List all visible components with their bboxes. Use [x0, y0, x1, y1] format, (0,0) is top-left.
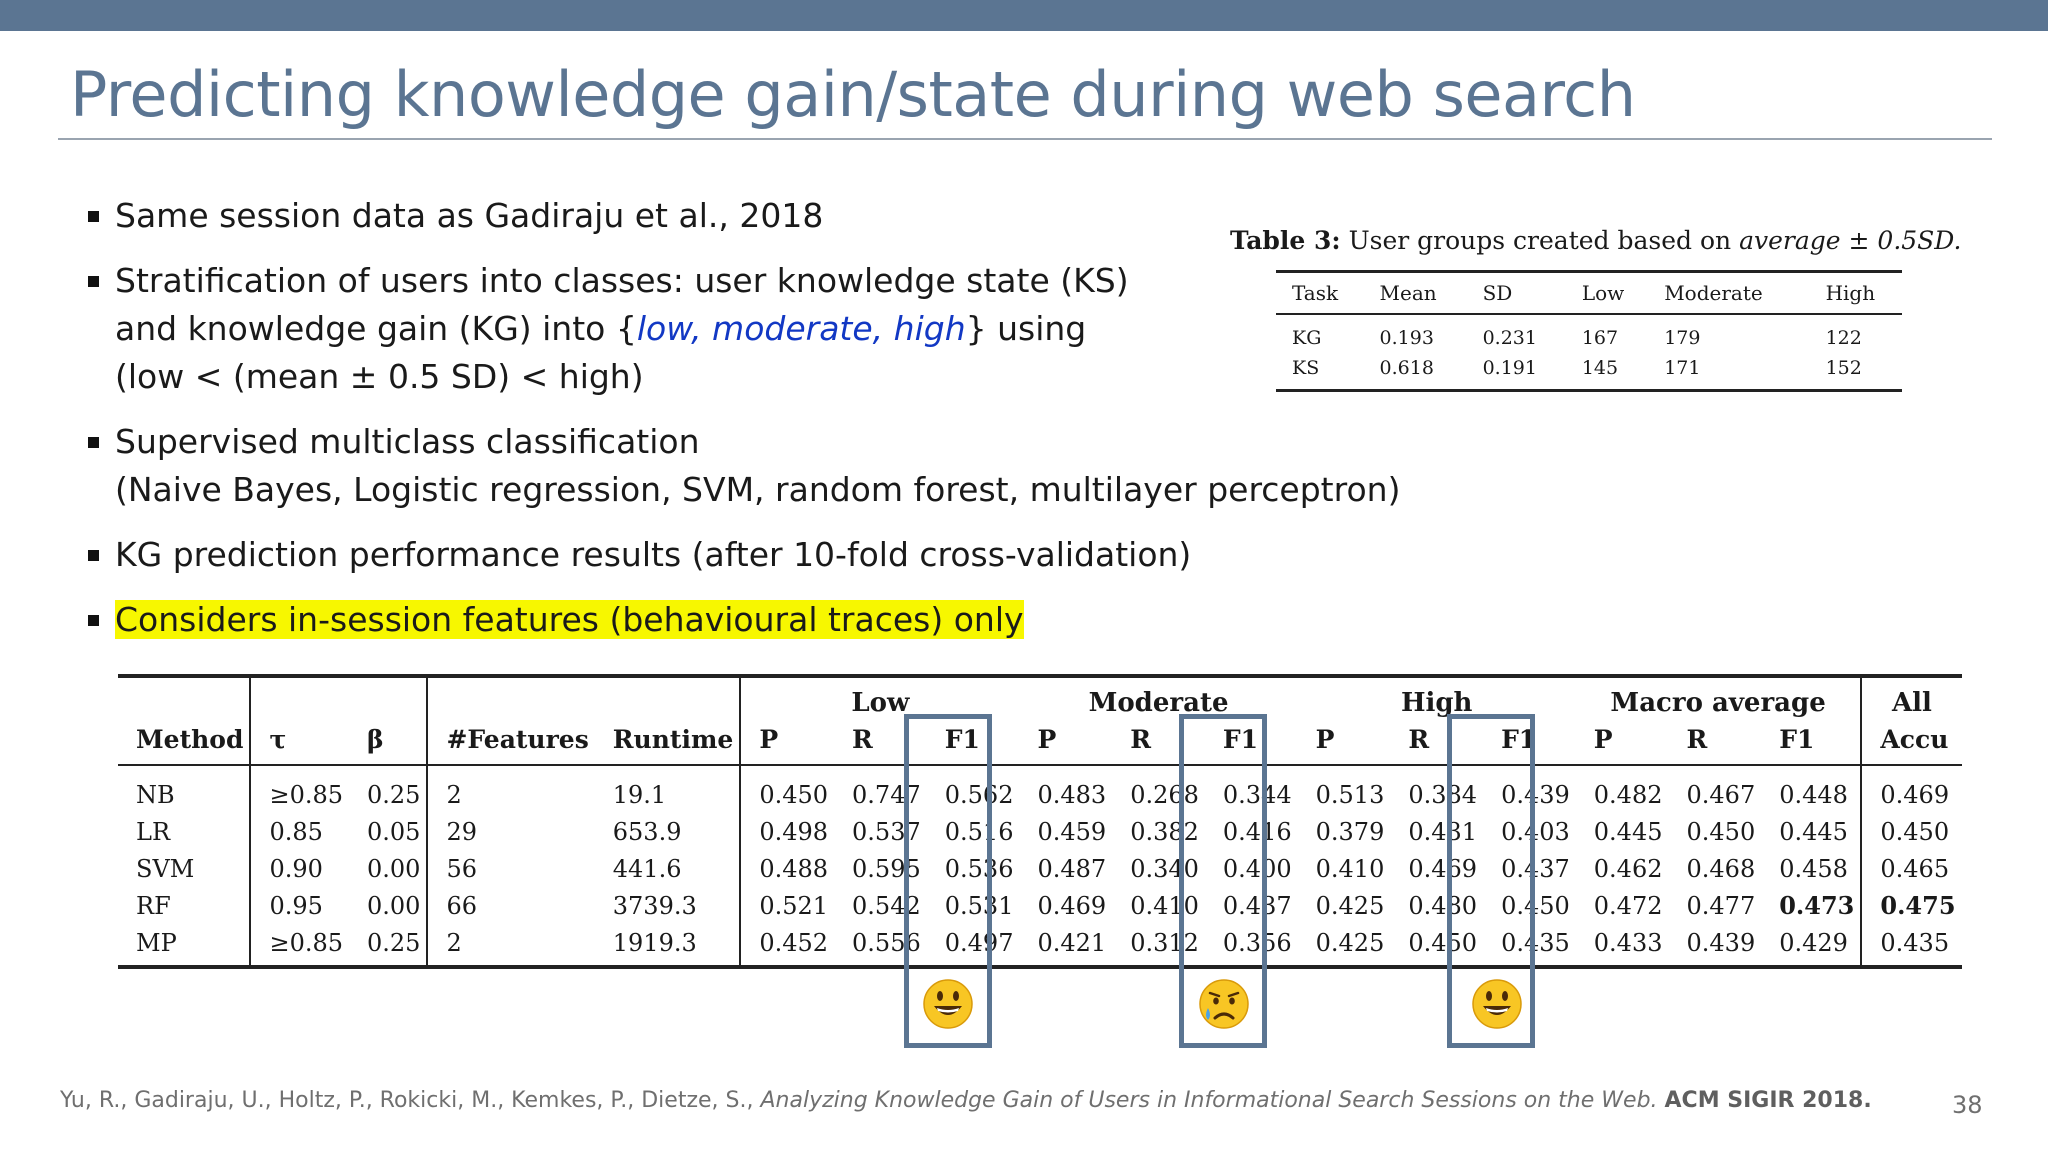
results-cell: 0.379: [1315, 817, 1385, 846]
table3-cell: KG: [1292, 327, 1322, 349]
table3-cell: KS: [1276, 353, 1364, 391]
results-cell: 0.513: [1315, 780, 1385, 809]
results-header: P: [1576, 719, 1669, 765]
results-cell: 0.384: [1408, 780, 1478, 809]
results-cell: 0.400: [1222, 854, 1292, 883]
results-cell: 0.521: [740, 887, 834, 924]
bullet-marker: [88, 615, 99, 626]
results-cell: 0.382: [1130, 817, 1199, 846]
results-cell: 0.437: [1222, 891, 1292, 920]
bullet-text: KG prediction performance results (after 10-fold cross-validation): [115, 535, 1192, 574]
results-cell: 66: [427, 887, 594, 924]
group-macro: Macro average: [1610, 688, 1826, 718]
results-cell: 0.425: [1298, 924, 1391, 967]
results-cell: 0.448: [1779, 780, 1848, 809]
results-cell: RF: [136, 891, 171, 920]
results-header: β: [349, 719, 427, 765]
results-header-row: [118, 719, 1962, 765]
results-cell: 0.435: [1483, 924, 1576, 967]
results-header: F1: [1483, 719, 1576, 765]
smiling-face-icon: [922, 978, 974, 1030]
results-cell: 0.472: [1593, 891, 1663, 920]
results-cell: 0.498: [740, 813, 834, 850]
bullet-text-part: and knowledge gain (KG) into {: [115, 309, 637, 348]
results-cell: 0.468: [1686, 854, 1756, 883]
results-cell: 0.410: [1315, 854, 1385, 883]
citation-title: Analyzing Knowledge Gain of Users in Informational Search Sessions on the Web.: [760, 1088, 1658, 1113]
results-cell: 29: [427, 813, 594, 850]
bullet-item: [88, 596, 1388, 644]
results-cell: 0.439: [1669, 924, 1762, 967]
results-cell: 0.429: [1761, 924, 1861, 967]
results-cell: 0.450: [1501, 891, 1570, 920]
results-header-spacer: [349, 676, 427, 719]
bullet-text: Same session data as Gadiraju et al., 2018: [115, 196, 824, 235]
results-header: R: [1669, 719, 1762, 765]
results-cell: 0.477: [1686, 891, 1756, 920]
results-header-spacer: [427, 676, 594, 719]
results-cell: 0.469: [1408, 854, 1478, 883]
results-header: F1: [1205, 719, 1298, 765]
bullet-list: [88, 192, 1401, 661]
table3-caption-math: average ± 0.5SD.: [1739, 226, 1962, 255]
results-header: F1: [927, 719, 1020, 765]
results-cell: 0.416: [1222, 817, 1292, 846]
results-cell: 0.562: [944, 780, 1014, 809]
results-cell: 441.6: [612, 854, 682, 883]
group-moderate: Moderate: [1088, 688, 1229, 718]
results-cell: 0.536: [944, 854, 1014, 883]
results-cell: 0.25: [349, 924, 427, 967]
results-group-header-row: [118, 676, 1962, 719]
results-cell: 0.465: [1861, 850, 1961, 887]
table3-header: SD: [1467, 272, 1566, 315]
results-cell: 0.469: [1861, 765, 1961, 813]
bullet-text: [115, 305, 1388, 353]
results-cell: 0.403: [1501, 817, 1570, 846]
results-cell: 0.516: [944, 817, 1014, 846]
results-cell: 0.433: [1576, 924, 1669, 967]
results-cell: 3739.3: [612, 891, 697, 920]
table3-cell: 167: [1581, 327, 1619, 349]
results-header: P: [1298, 719, 1391, 765]
citation-venue: ACM SIGIR 2018.: [1664, 1088, 1872, 1113]
table3-header: Low: [1566, 272, 1648, 315]
results-cell: ≥0.85: [250, 765, 349, 813]
results-cell: 0.537: [852, 817, 921, 846]
table3-row: [1276, 314, 1902, 353]
user-groups-table: [1276, 270, 1902, 392]
results-cell: 0.421: [1019, 924, 1112, 967]
results-cell: 19.1: [612, 780, 667, 809]
bullet-item: [88, 192, 1388, 240]
table3-header: Task: [1276, 272, 1364, 315]
results-cell: 0.497: [927, 924, 1020, 967]
results-header: R: [1112, 719, 1205, 765]
bullet-text: Supervised multiclass classification: [115, 422, 700, 461]
bullet-text: Stratification of users into classes: user knowledge state (KS): [115, 261, 1129, 300]
table3-cell: 179: [1664, 327, 1701, 349]
table3-header: High: [1810, 272, 1902, 315]
results-cell: NB: [136, 780, 175, 809]
page-number: 38: [1952, 1091, 1983, 1119]
results-cell: 0.425: [1315, 891, 1385, 920]
bullet-marker: [88, 211, 99, 222]
results-cell: 0.473: [1779, 891, 1855, 920]
bullet-marker: [88, 437, 99, 448]
results-cell: 0.469: [1037, 891, 1107, 920]
results-header: P: [740, 719, 834, 765]
results-cell: 1919.3: [595, 924, 741, 967]
table3-caption: [1230, 226, 1961, 255]
results-cell: 0.340: [1130, 854, 1199, 883]
bullet-text-part: } using: [965, 309, 1087, 348]
top-bar: [0, 0, 2048, 31]
results-table: [118, 674, 1962, 969]
table3-header: Mean: [1364, 272, 1467, 315]
results-cell: 0.450: [740, 765, 834, 813]
results-header: τ: [250, 719, 349, 765]
results-cell: LR: [136, 817, 171, 846]
table3-header-row: [1276, 272, 1902, 315]
results-cell: 0.431: [1408, 817, 1478, 846]
results-cell: 0.344: [1222, 780, 1292, 809]
results-cell: 2: [427, 765, 594, 813]
results-row: [118, 887, 1962, 924]
citation-authors: Yu, R., Gadiraju, U., Holtz, P., Rokicki, M., Kemkes, P., Dietze, S.,: [60, 1088, 754, 1113]
bullet-item: [88, 418, 1401, 514]
results-cell: 0.95: [250, 887, 349, 924]
results-cell: 0.467: [1686, 780, 1756, 809]
results-cell: 653.9: [612, 817, 682, 846]
table3-cell: 152: [1810, 353, 1902, 391]
highlighted-text: Considers in-session features (behavioural traces) only: [115, 600, 1024, 639]
title-divider: [58, 138, 1992, 140]
results-cell: 0.85: [250, 813, 349, 850]
bullet-item: [88, 257, 1388, 401]
results-cell: 0.445: [1593, 817, 1663, 846]
table3-cell: 0.191: [1467, 353, 1566, 391]
results-cell: 0.435: [1861, 924, 1961, 967]
results-cell: 0.90: [250, 850, 349, 887]
results-cell: 0.542: [852, 891, 921, 920]
bullet-item: [88, 531, 1388, 579]
results-cell: 0.488: [740, 850, 834, 887]
table3-caption-label: Table 3:: [1230, 226, 1341, 255]
results-cell: 0.458: [1779, 854, 1848, 883]
results-header-spacer: [118, 676, 250, 719]
smiling-face-icon: [1471, 978, 1523, 1030]
results-cell: 0.462: [1593, 854, 1663, 883]
results-cell: 0.25: [367, 780, 421, 809]
table3-cell: 145: [1566, 353, 1648, 391]
results-cell: 0.556: [834, 924, 927, 967]
results-cell: 0.05: [367, 817, 421, 846]
results-row: [118, 924, 1962, 967]
results-cell: 0.483: [1037, 780, 1107, 809]
results-cell: SVM: [136, 854, 195, 883]
results-cell: 0.450: [1390, 924, 1483, 967]
results-cell: 0.487: [1037, 854, 1107, 883]
bullet-text-wrap: [115, 596, 1388, 644]
crying-face-icon: [1197, 978, 1251, 1030]
results-cell: 2: [427, 924, 594, 967]
results-header: P: [1019, 719, 1112, 765]
table3-cell: 0.231: [1482, 327, 1537, 349]
results-cell: 0.595: [852, 854, 921, 883]
results-cell: 0.312: [1112, 924, 1205, 967]
bullet-text: (low < (mean ± 0.5 SD) < high): [115, 357, 644, 396]
results-row: [118, 813, 1962, 850]
table3-cell: 171: [1648, 353, 1809, 391]
results-row: [118, 765, 1962, 813]
results-header-spacer: [250, 676, 349, 719]
results-header: R: [1390, 719, 1483, 765]
results-cell: 56: [427, 850, 594, 887]
results-cell: 0.356: [1205, 924, 1298, 967]
bullet-text: (Naive Bayes, Logistic regression, SVM, random forest, multilayer perceptron): [115, 470, 1401, 509]
results-cell: 0.439: [1501, 780, 1570, 809]
results-cell: 0.531: [944, 891, 1014, 920]
results-header: F1: [1761, 719, 1861, 765]
results-header: #Features: [427, 719, 594, 765]
results-cell: 0.450: [1861, 813, 1961, 850]
group-all: All: [1861, 676, 1961, 719]
results-cell: 0.450: [1686, 817, 1756, 846]
table3-cell: 0.618: [1364, 353, 1467, 391]
group-low: Low: [740, 676, 1019, 719]
results-cell: 0.410: [1130, 891, 1199, 920]
results-cell: 0.482: [1593, 780, 1663, 809]
table3-header: Moderate: [1648, 272, 1809, 315]
results-header: Method: [118, 719, 250, 765]
citation-footer: [60, 1088, 1872, 1113]
results-cell: ≥0.85: [250, 924, 349, 967]
results-cell: 0.747: [852, 780, 921, 809]
results-row: [118, 850, 1962, 887]
results-header-spacer: [595, 676, 741, 719]
keyword-classes: low, moderate, high: [636, 309, 966, 348]
results-header: Accu: [1861, 719, 1961, 765]
slide-title: Predicting knowledge gain/state during web search: [70, 58, 1636, 131]
table3-cell: 122: [1825, 327, 1862, 349]
bullet-marker: [88, 276, 99, 287]
results-cell: MP: [118, 924, 250, 967]
bullet-marker: [88, 550, 99, 561]
results-cell: 0.00: [367, 891, 421, 920]
results-cell: 0.459: [1037, 817, 1107, 846]
results-cell: 0.452: [740, 924, 834, 967]
table3-caption-text: User groups created based on: [1348, 226, 1732, 255]
results-header: Runtime: [595, 719, 741, 765]
results-cell: 0.480: [1408, 891, 1478, 920]
group-high: High: [1400, 688, 1473, 718]
results-cell: 0.268: [1130, 780, 1199, 809]
results-header: R: [834, 719, 927, 765]
table3-row: [1276, 353, 1902, 391]
table3-cell: 0.193: [1379, 327, 1434, 349]
results-cell: 0.437: [1501, 854, 1570, 883]
results-cell: 0.00: [367, 854, 421, 883]
results-cell: 0.445: [1779, 817, 1848, 846]
results-cell: 0.475: [1861, 887, 1961, 924]
